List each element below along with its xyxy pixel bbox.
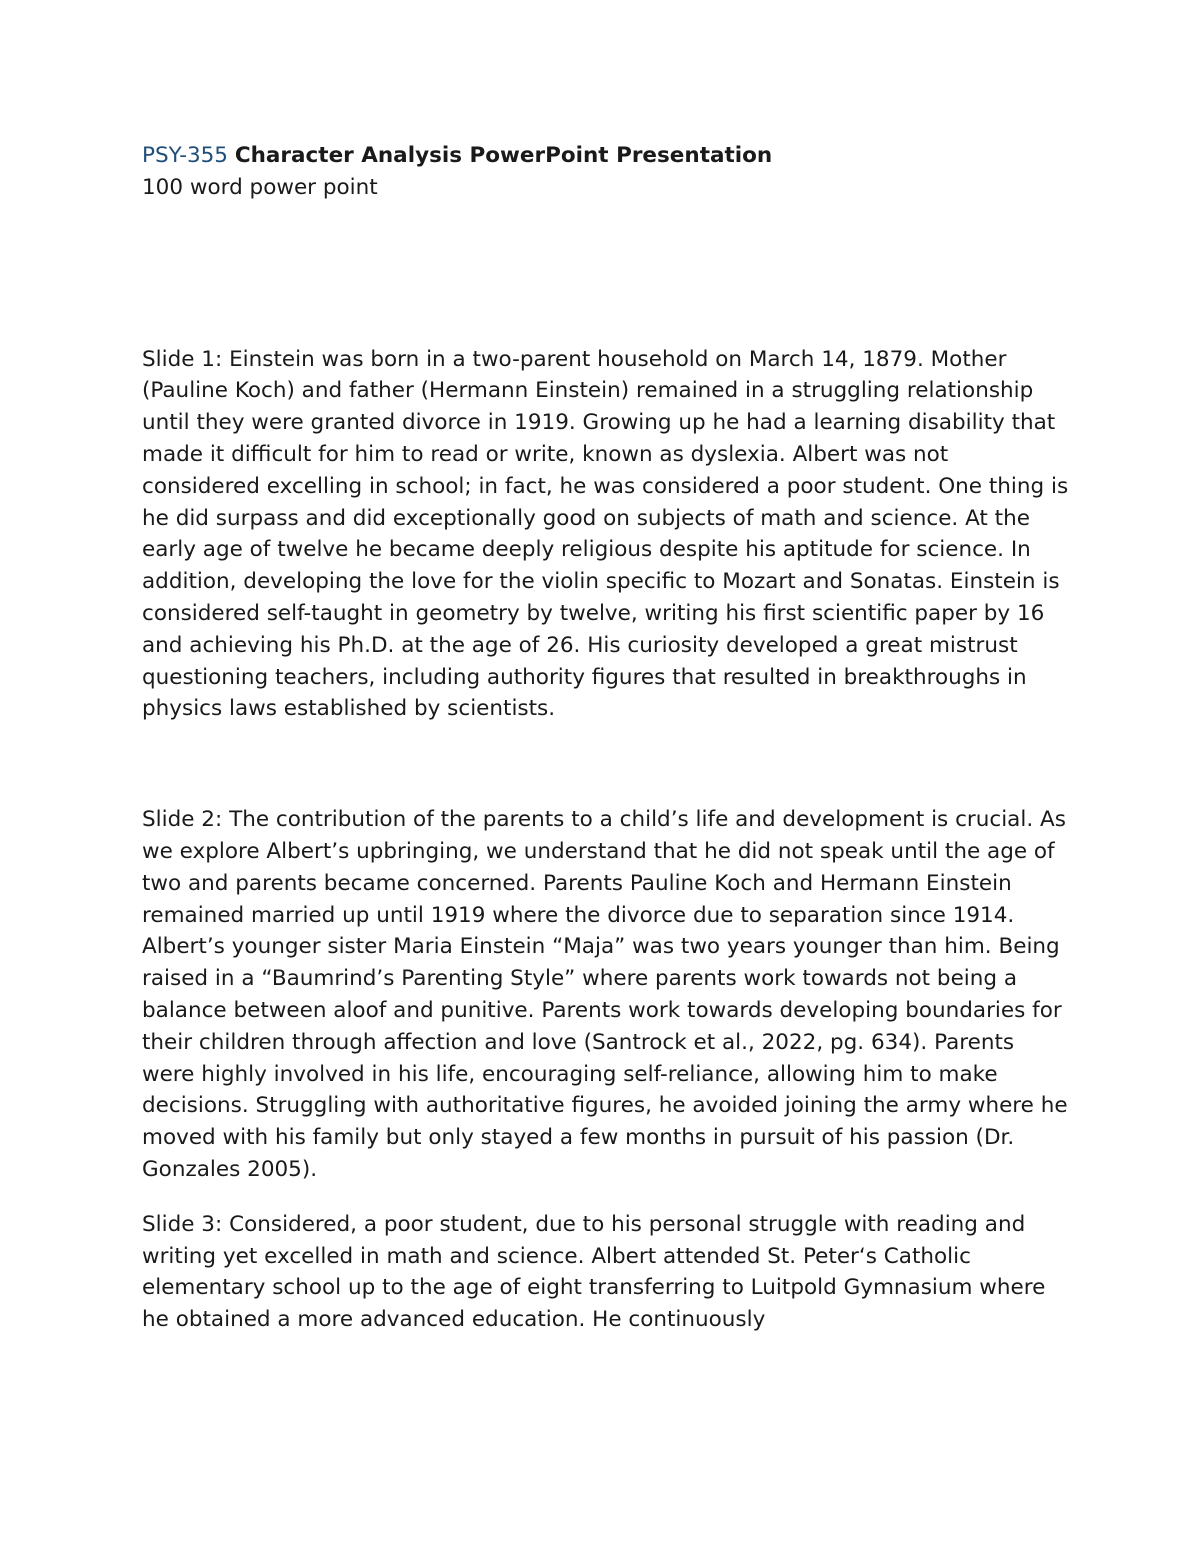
slide-1-paragraph [142, 344, 1072, 726]
course-code: PSY-355 [142, 143, 228, 168]
document-body [142, 140, 1072, 1336]
slide-2-label: Slide 2: [142, 807, 223, 833]
slide-3-text: Considered, a poor student, due to his personal struggle with reading and writing yet excelled in math and science. Albert attended St. Peter‘s Catholic elementary school up to the age of eight transferring to Luitpold Gymnasium where he obtained a more advanced education. He continuously [142, 1211, 1046, 1333]
slide-2-text: The contribution of the parents to a child’s life and development is crucial. As we explore Albert’s upbringing, we understand that he did not speak until the age of two and parents became concerned. Parents Pauline Koch and Hermann Einstein remained married up until 1919 where the divorce due to separation since 1914. Albert’s younger sister Maria Einstein “Maja” was two years younger than him. Being raised in a “Baumrind’s Parenting Style” where parents work towards not being a balance between aloof and punitive. Parents work towards developing boundaries for their children through affection and love (Santrock et al., 2022, pg. 634). Parents were highly involved in his life, encouraging self-reliance, allowing him to make decisions. Struggling with authoritative figures, he avoided joining the army where he moved with his family but only stayed a few months in pursuit of his passion (Dr. Gonzales 2005). [142, 807, 1068, 1182]
slide-1-text: Einstein was born in a two-parent household on March 14, 1879. Mother (Pauline Koch) and father (Hermann Einstein) remained in a struggling relationship until they were granted divorce in 1919. Growing up he had a learning disability that made it difficult for him to read or write, known as dyslexia. Albert was not considered excelling in school; in fact, he was considered a poor student. One thing is he did surpass and did exceptionally good on subjects of math and science. At the early age of twelve he became deeply religious despite his aptitude for science. In addition, developing the love for the violin specific to Mozart and Sonatas. Einstein is considered self-taught in geometry by twelve, writing his first scientific paper by 16 and achieving his Ph.D. at the age of 26. His curiosity developed a great mistrust questioning teachers, including authority figures that resulted in breakthroughs in physics laws established by scientists. [142, 346, 1069, 722]
page-title [142, 140, 1072, 172]
blank-space [142, 725, 1072, 804]
slide-2-paragraph [142, 804, 1072, 1186]
subtitle: 100 word power point [142, 174, 378, 200]
title-text: Character Analysis PowerPoint Presentation [234, 143, 773, 168]
blank-space [142, 204, 1072, 344]
slide-3-paragraph [142, 1209, 1072, 1336]
slide-3-label: Slide 3: [142, 1211, 223, 1237]
slide-1-label: Slide 1: [142, 346, 223, 372]
blank-space [142, 1186, 1072, 1209]
